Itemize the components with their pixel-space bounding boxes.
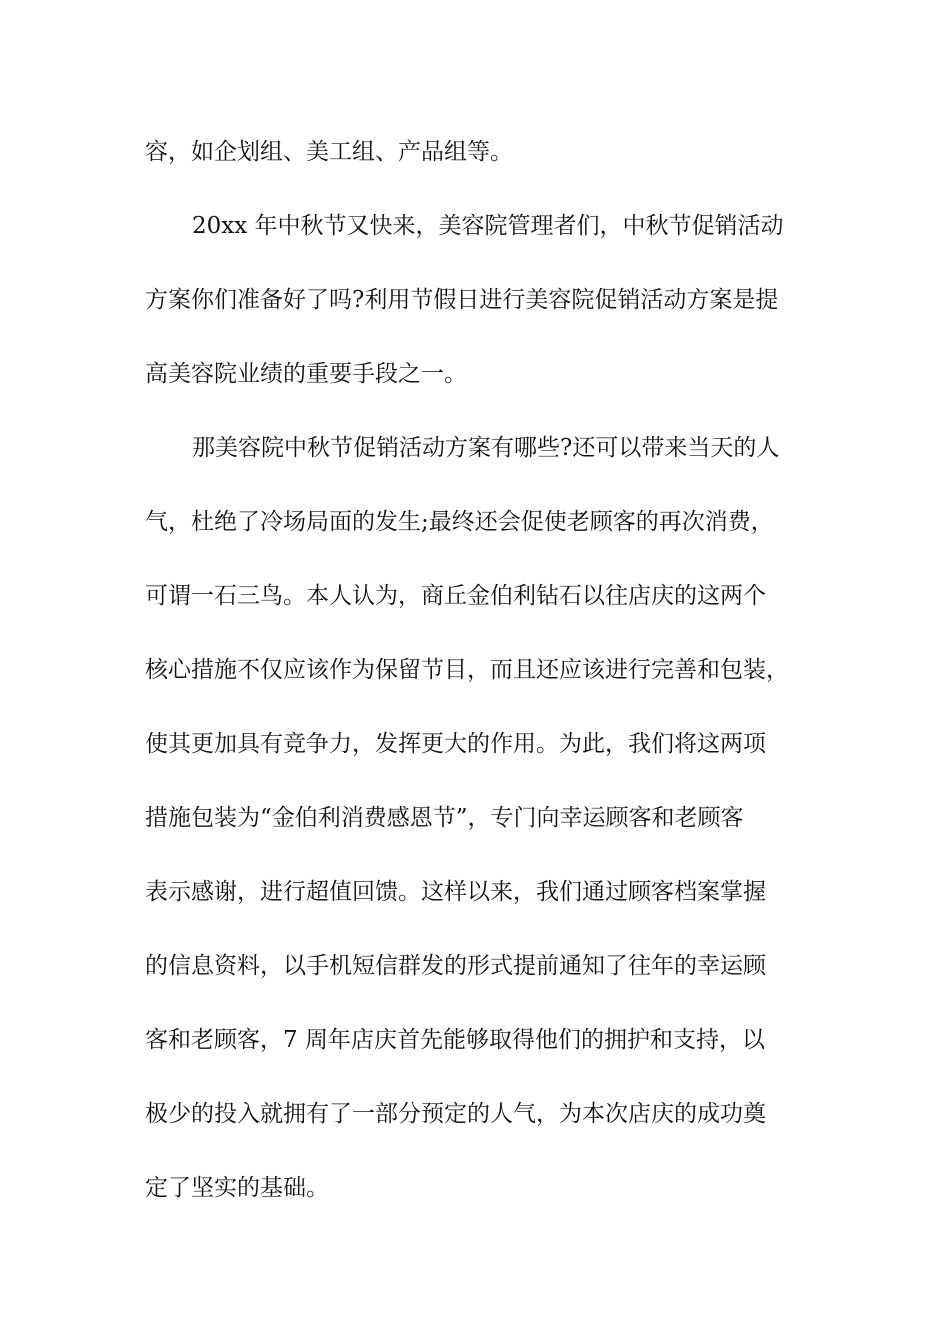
text-line: 的信息资料，以手机短信群发的形式提前通知了往年的幸运顾 bbox=[145, 953, 766, 979]
text-line: 措施包装为“金伯利消费感恩节”，专门向幸运顾客和老顾客 bbox=[145, 805, 744, 831]
text-line: 核心措施不仅应该作为保留节目，而且还应该进行完善和包装， bbox=[145, 657, 789, 683]
text-line: 可谓一石三鸟。本人认为，商丘金伯利钻石以往店庆的这两个 bbox=[145, 583, 766, 609]
text-line: 客和老顾客，7 周年店庆首先能够取得他们的拥护和支持，以 bbox=[145, 1027, 765, 1053]
paragraph-start-line: 20xx 年中秋节又快来，美容院管理者们，中秋节促销活动 bbox=[192, 213, 784, 239]
text-line: 气，杜绝了冷场局面的发生;最终还会促使老顾客的再次消费， bbox=[145, 509, 774, 535]
text-line: 方案你们准备好了吗?利用节假日进行美容院促销活动方案是提 bbox=[145, 287, 779, 313]
text-line: 使其更加具有竞争力，发挥更大的作用。为此，我们将这两项 bbox=[145, 731, 766, 757]
text-line: 高美容院业绩的重要手段之一。 bbox=[145, 361, 467, 387]
paragraph-start-line: 那美容院中秋节促销活动方案有哪些?还可以带来当天的人 bbox=[192, 435, 780, 461]
text-line: 容，如企划组、美工组、产品组等。 bbox=[145, 139, 513, 165]
text-line: 表示感谢，进行超值回馈。这样以来，我们通过顾客档案掌握 bbox=[145, 879, 766, 905]
text-line: 极少的投入就拥有了一部分预定的人气，为本次店庆的成功奠 bbox=[145, 1101, 766, 1127]
text-line: 定了坚实的基础。 bbox=[145, 1175, 329, 1201]
